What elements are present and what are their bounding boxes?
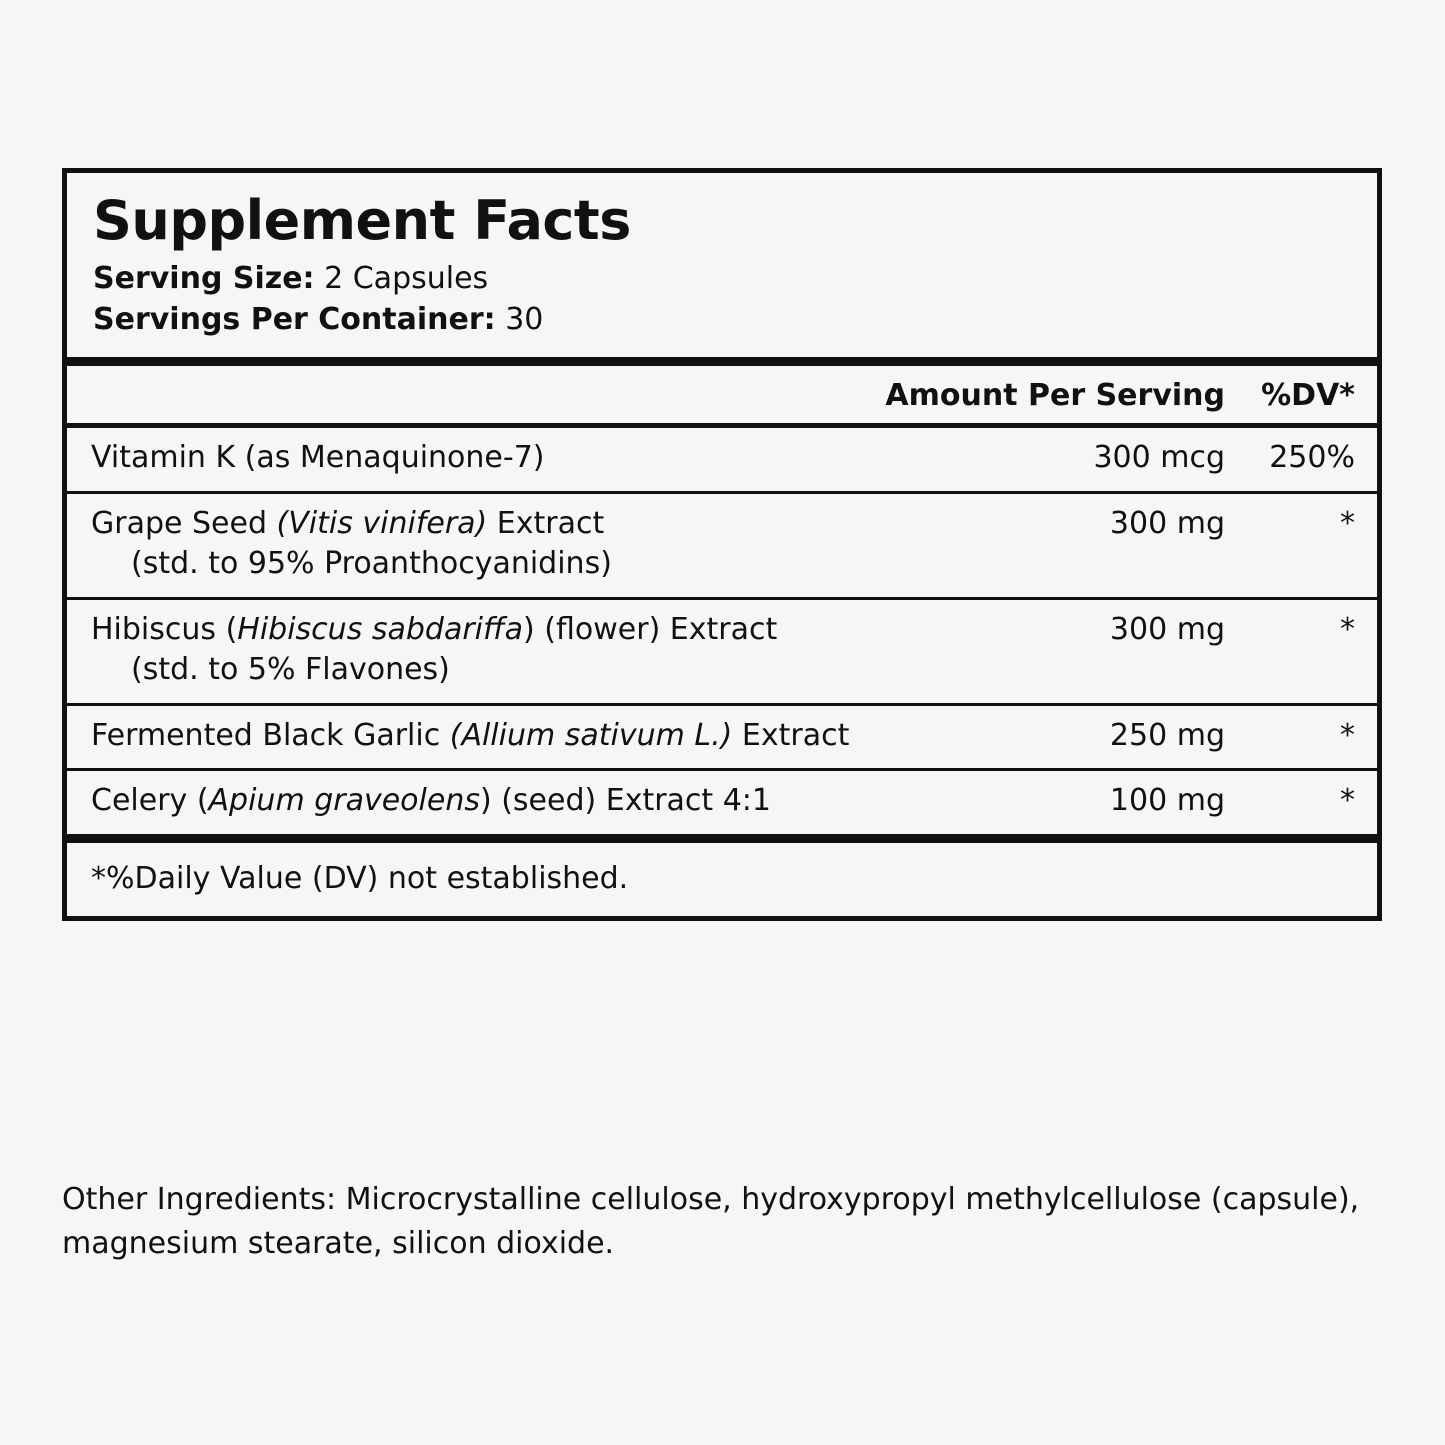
supplement-facts-panel — [62, 168, 1382, 921]
nutrient-standardization: (std. to 5% Flavones) — [131, 652, 450, 688]
nutrient-amount: 300 mg — [1109, 505, 1225, 541]
serving-size-value: 2 Capsules — [324, 261, 489, 297]
nutrient-name — [91, 716, 990, 757]
nutrient-name-latin: Apium graveolens — [208, 783, 480, 819]
nutrient-name-post: ) (flower) Extract — [523, 611, 778, 647]
nutrient-name — [91, 504, 990, 585]
nutrient-amount: 300 mg — [1109, 611, 1225, 647]
servings-per-container-label: Servings Per Container: — [93, 302, 496, 338]
nutrient-name-post: Extract — [732, 717, 850, 753]
nutrient-name-post: Extract — [487, 505, 605, 541]
nutrient-name-pre: Hibiscus ( — [91, 611, 238, 647]
nutrient-name-latin: Hibiscus sabdariffa — [237, 611, 524, 647]
nutrient-dv: 250% — [1269, 440, 1355, 476]
nutrient-standardization: (std. to 95% Proanthocyanidins) — [131, 546, 612, 582]
other-ingredients: Other Ingredients: Microcrystalline cellulose, hydroxypropyl methylcellulose (capsule), magnesium stearate, silicon dioxide. — [62, 1182, 1360, 1261]
table-row — [67, 428, 1377, 494]
serving-size-label: Serving Size: — [93, 261, 315, 297]
nutrient-name — [91, 781, 990, 822]
nutrient-name: Vitamin K (as Menaquinone-7) — [91, 440, 545, 476]
nutrient-name-pre: Fermented Black Garlic — [91, 717, 450, 753]
servings-per-container-line — [93, 300, 1351, 339]
nutrient-amount: 250 mg — [1109, 717, 1225, 753]
nutrient-name-post: ) (seed) Extract 4:1 — [479, 783, 772, 819]
nutrient-name-pre: Celery ( — [91, 783, 209, 819]
nutrient-name — [91, 610, 990, 691]
column-header-dv: %DV* — [1261, 378, 1355, 414]
table-row — [67, 706, 1377, 772]
table-row — [67, 600, 1377, 706]
column-header-amount: Amount Per Serving — [885, 378, 1225, 414]
nutrient-name-latin: (Vitis vinifera) — [276, 505, 488, 541]
nutrient-dv: * — [1340, 611, 1355, 647]
nutrient-dv: * — [1340, 783, 1355, 819]
nutrient-name-latin: (Allium sativum L.) — [449, 717, 733, 753]
nutrient-amount: 300 mcg — [1093, 440, 1225, 476]
serving-size-line — [93, 259, 1351, 298]
nutrient-dv: * — [1340, 505, 1355, 541]
nutrient-dv: * — [1340, 717, 1355, 753]
page-title: Supplement Facts — [93, 189, 631, 252]
column-header-row — [67, 366, 1377, 428]
nutrient-amount: 100 mg — [1109, 783, 1225, 819]
servings-per-container-value: 30 — [505, 302, 544, 338]
daily-value-footnote: *%Daily Value (DV) not established. — [91, 860, 629, 896]
nutrient-name-pre: Grape Seed — [91, 505, 277, 541]
label-header — [67, 173, 1377, 366]
table-row — [67, 771, 1377, 843]
table-row — [67, 494, 1377, 600]
